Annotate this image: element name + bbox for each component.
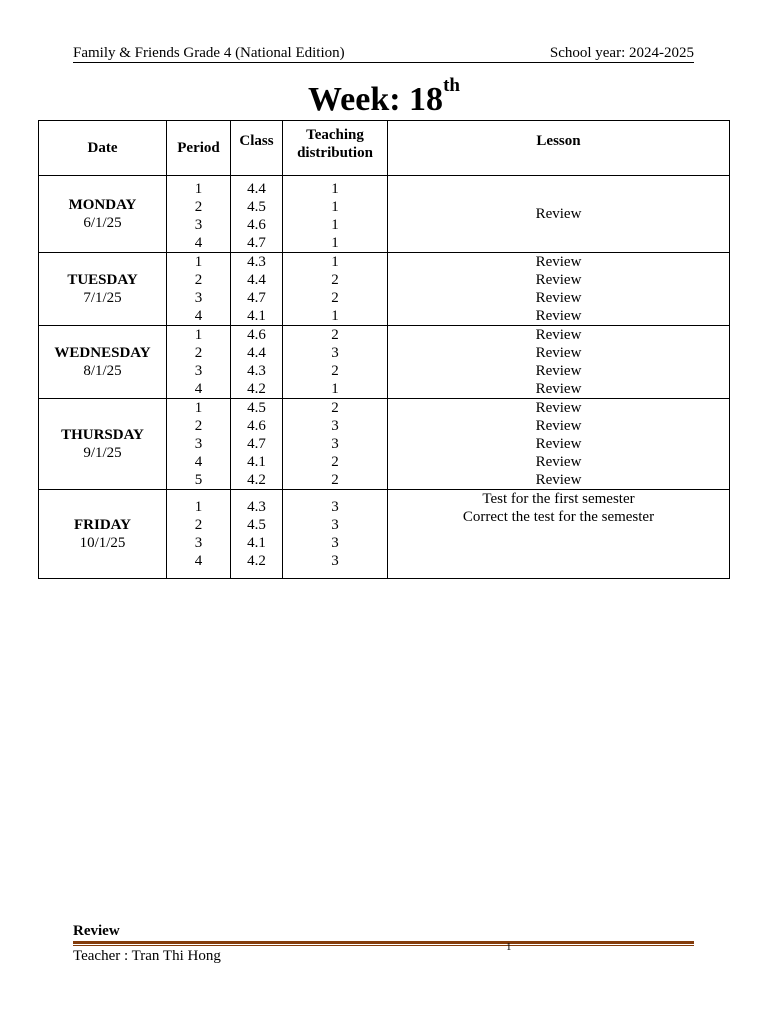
class-value: 4.7 [247, 436, 266, 452]
distribution-value: 2 [331, 272, 339, 288]
lesson-cell [388, 399, 730, 490]
week-title-superscript: th [443, 75, 460, 96]
page-number: 1 [506, 941, 512, 953]
day-row-monday [39, 176, 730, 253]
distribution-value: 1 [331, 254, 339, 270]
class-cell [231, 176, 283, 253]
date-cell [39, 253, 167, 326]
distribution-value: 1 [331, 308, 339, 324]
distribution-cell [283, 253, 388, 326]
class-value: 4.3 [247, 254, 266, 270]
lesson-value: Review [535, 363, 582, 379]
class-value: 4.5 [247, 400, 266, 416]
class-cell [231, 326, 283, 399]
day-name: WEDNESDAY [54, 345, 151, 361]
distribution-value: 3 [331, 535, 339, 551]
lesson-value: Review [535, 472, 582, 488]
distribution-value: 1 [331, 235, 339, 251]
period-value: 2 [194, 199, 203, 215]
distribution-cell [283, 326, 388, 399]
class-value: 4.6 [247, 327, 266, 343]
period-cell [167, 253, 231, 326]
distribution-value: 2 [331, 472, 339, 488]
column-header-lesson: Lesson [388, 121, 730, 176]
class-value: 4.4 [247, 345, 266, 361]
class-cell [231, 253, 283, 326]
period-value: 3 [194, 217, 203, 233]
class-value: 4.2 [247, 381, 266, 397]
period-cell [167, 399, 231, 490]
period-value: 3 [194, 363, 203, 379]
period-cell [167, 176, 231, 253]
date-cell [39, 326, 167, 399]
distribution-value: 3 [331, 553, 339, 569]
class-value: 4.2 [247, 472, 266, 488]
day-name: FRIDAY [74, 517, 131, 533]
day-row-thursday [39, 399, 730, 490]
distribution-value: 2 [331, 363, 339, 379]
period-value: 4 [194, 381, 203, 397]
day-name: MONDAY [68, 197, 137, 213]
class-value: 4.7 [247, 290, 266, 306]
day-date: 9/1/25 [83, 445, 122, 461]
week-title [0, 75, 768, 120]
period-value: 1 [194, 327, 203, 343]
teacher-name: Teacher : Tran Thi Hong [73, 948, 221, 964]
column-header-teaching-distribution: Teaching distribution [283, 121, 388, 176]
day-row-wednesday [39, 326, 730, 399]
lesson-value: Review [535, 381, 582, 397]
lesson-value: Review [535, 400, 582, 416]
distribution-cell [283, 490, 388, 579]
class-value: 4.1 [247, 454, 266, 470]
period-value: 2 [194, 345, 203, 361]
lesson-value: Review [535, 272, 582, 288]
distribution-value: 2 [331, 290, 339, 306]
distribution-value: 2 [331, 400, 339, 416]
day-date: 8/1/25 [83, 363, 122, 379]
day-date: 7/1/25 [83, 290, 122, 306]
day-date: 6/1/25 [83, 215, 122, 231]
period-value: 3 [194, 290, 203, 306]
period-value: 4 [194, 553, 203, 569]
period-value: 1 [194, 181, 203, 197]
lesson-value: Review [535, 206, 582, 222]
date-cell [39, 399, 167, 490]
distribution-value: 3 [331, 345, 339, 361]
distribution-value: 3 [331, 499, 339, 515]
day-name: TUESDAY [67, 272, 138, 288]
header-school-year: School year: 2024-2025 [549, 45, 694, 61]
lesson-value: Review [535, 308, 582, 324]
lesson-cell [388, 490, 730, 579]
period-cell [167, 326, 231, 399]
lesson-value: Review [535, 436, 582, 452]
distribution-value: 3 [331, 517, 339, 533]
lesson-value: Review [535, 345, 582, 361]
period-value: 1 [194, 499, 203, 515]
period-value: 2 [194, 517, 203, 533]
distribution-cell [283, 176, 388, 253]
distribution-value: 3 [331, 436, 339, 452]
distribution-value: 1 [331, 181, 339, 197]
lesson-cell [388, 253, 730, 326]
distribution-value: 2 [331, 454, 339, 470]
column-header-period: Period [167, 121, 231, 176]
day-row-friday [39, 490, 730, 579]
distribution-cell [283, 399, 388, 490]
class-value: 4.7 [247, 235, 266, 251]
distribution-value: 2 [331, 327, 339, 343]
class-value: 4.1 [247, 308, 266, 324]
week-title-text: Week: 18 [308, 81, 444, 118]
day-date: 10/1/25 [79, 535, 126, 551]
period-value: 4 [194, 235, 203, 251]
class-value: 4.5 [247, 517, 266, 533]
period-cell [167, 490, 231, 579]
lesson-value: Review [535, 327, 582, 343]
footer-divider-thin [73, 945, 694, 946]
distribution-value: 3 [331, 418, 339, 434]
footer-divider [73, 941, 694, 944]
class-value: 4.3 [247, 499, 266, 515]
table-header-row [39, 121, 730, 176]
footer-title: Review [73, 923, 120, 939]
class-value: 4.4 [247, 181, 266, 197]
class-value: 4.6 [247, 217, 266, 233]
class-value: 4.5 [247, 199, 266, 215]
schedule-table [38, 120, 730, 579]
lesson-value: Test for the first semester [482, 491, 635, 507]
class-value: 4.3 [247, 363, 266, 379]
class-value: 4.1 [247, 535, 266, 551]
page-header [73, 44, 694, 63]
period-value: 4 [194, 454, 203, 470]
class-value: 4.4 [247, 272, 266, 288]
period-value: 1 [194, 254, 203, 270]
header-course-title: Family & Friends Grade 4 (National Edition) [73, 45, 345, 61]
day-row-tuesday [39, 253, 730, 326]
class-value: 4.2 [247, 553, 266, 569]
class-value: 4.6 [247, 418, 266, 434]
distribution-value: 1 [331, 381, 339, 397]
class-cell [231, 490, 283, 579]
lesson-value: Review [535, 290, 582, 306]
period-value: 3 [194, 535, 203, 551]
column-header-class: Class [231, 121, 283, 176]
period-value: 1 [194, 400, 203, 416]
lesson-cell [388, 326, 730, 399]
period-value: 2 [194, 272, 203, 288]
period-value: 3 [194, 436, 203, 452]
column-header-date: Date [39, 121, 167, 176]
date-cell [39, 490, 167, 579]
period-value: 4 [194, 308, 203, 324]
lesson-value: Correct the test for the semester [462, 509, 655, 525]
class-cell [231, 399, 283, 490]
period-value: 5 [194, 472, 203, 488]
date-cell [39, 176, 167, 253]
lesson-cell [388, 176, 730, 253]
day-name: THURSDAY [61, 427, 144, 443]
distribution-value: 1 [331, 199, 339, 215]
distribution-value: 1 [331, 217, 339, 233]
period-value: 2 [194, 418, 203, 434]
lesson-value: Review [535, 254, 582, 270]
lesson-value: Review [535, 418, 582, 434]
lesson-value: Review [535, 454, 582, 470]
